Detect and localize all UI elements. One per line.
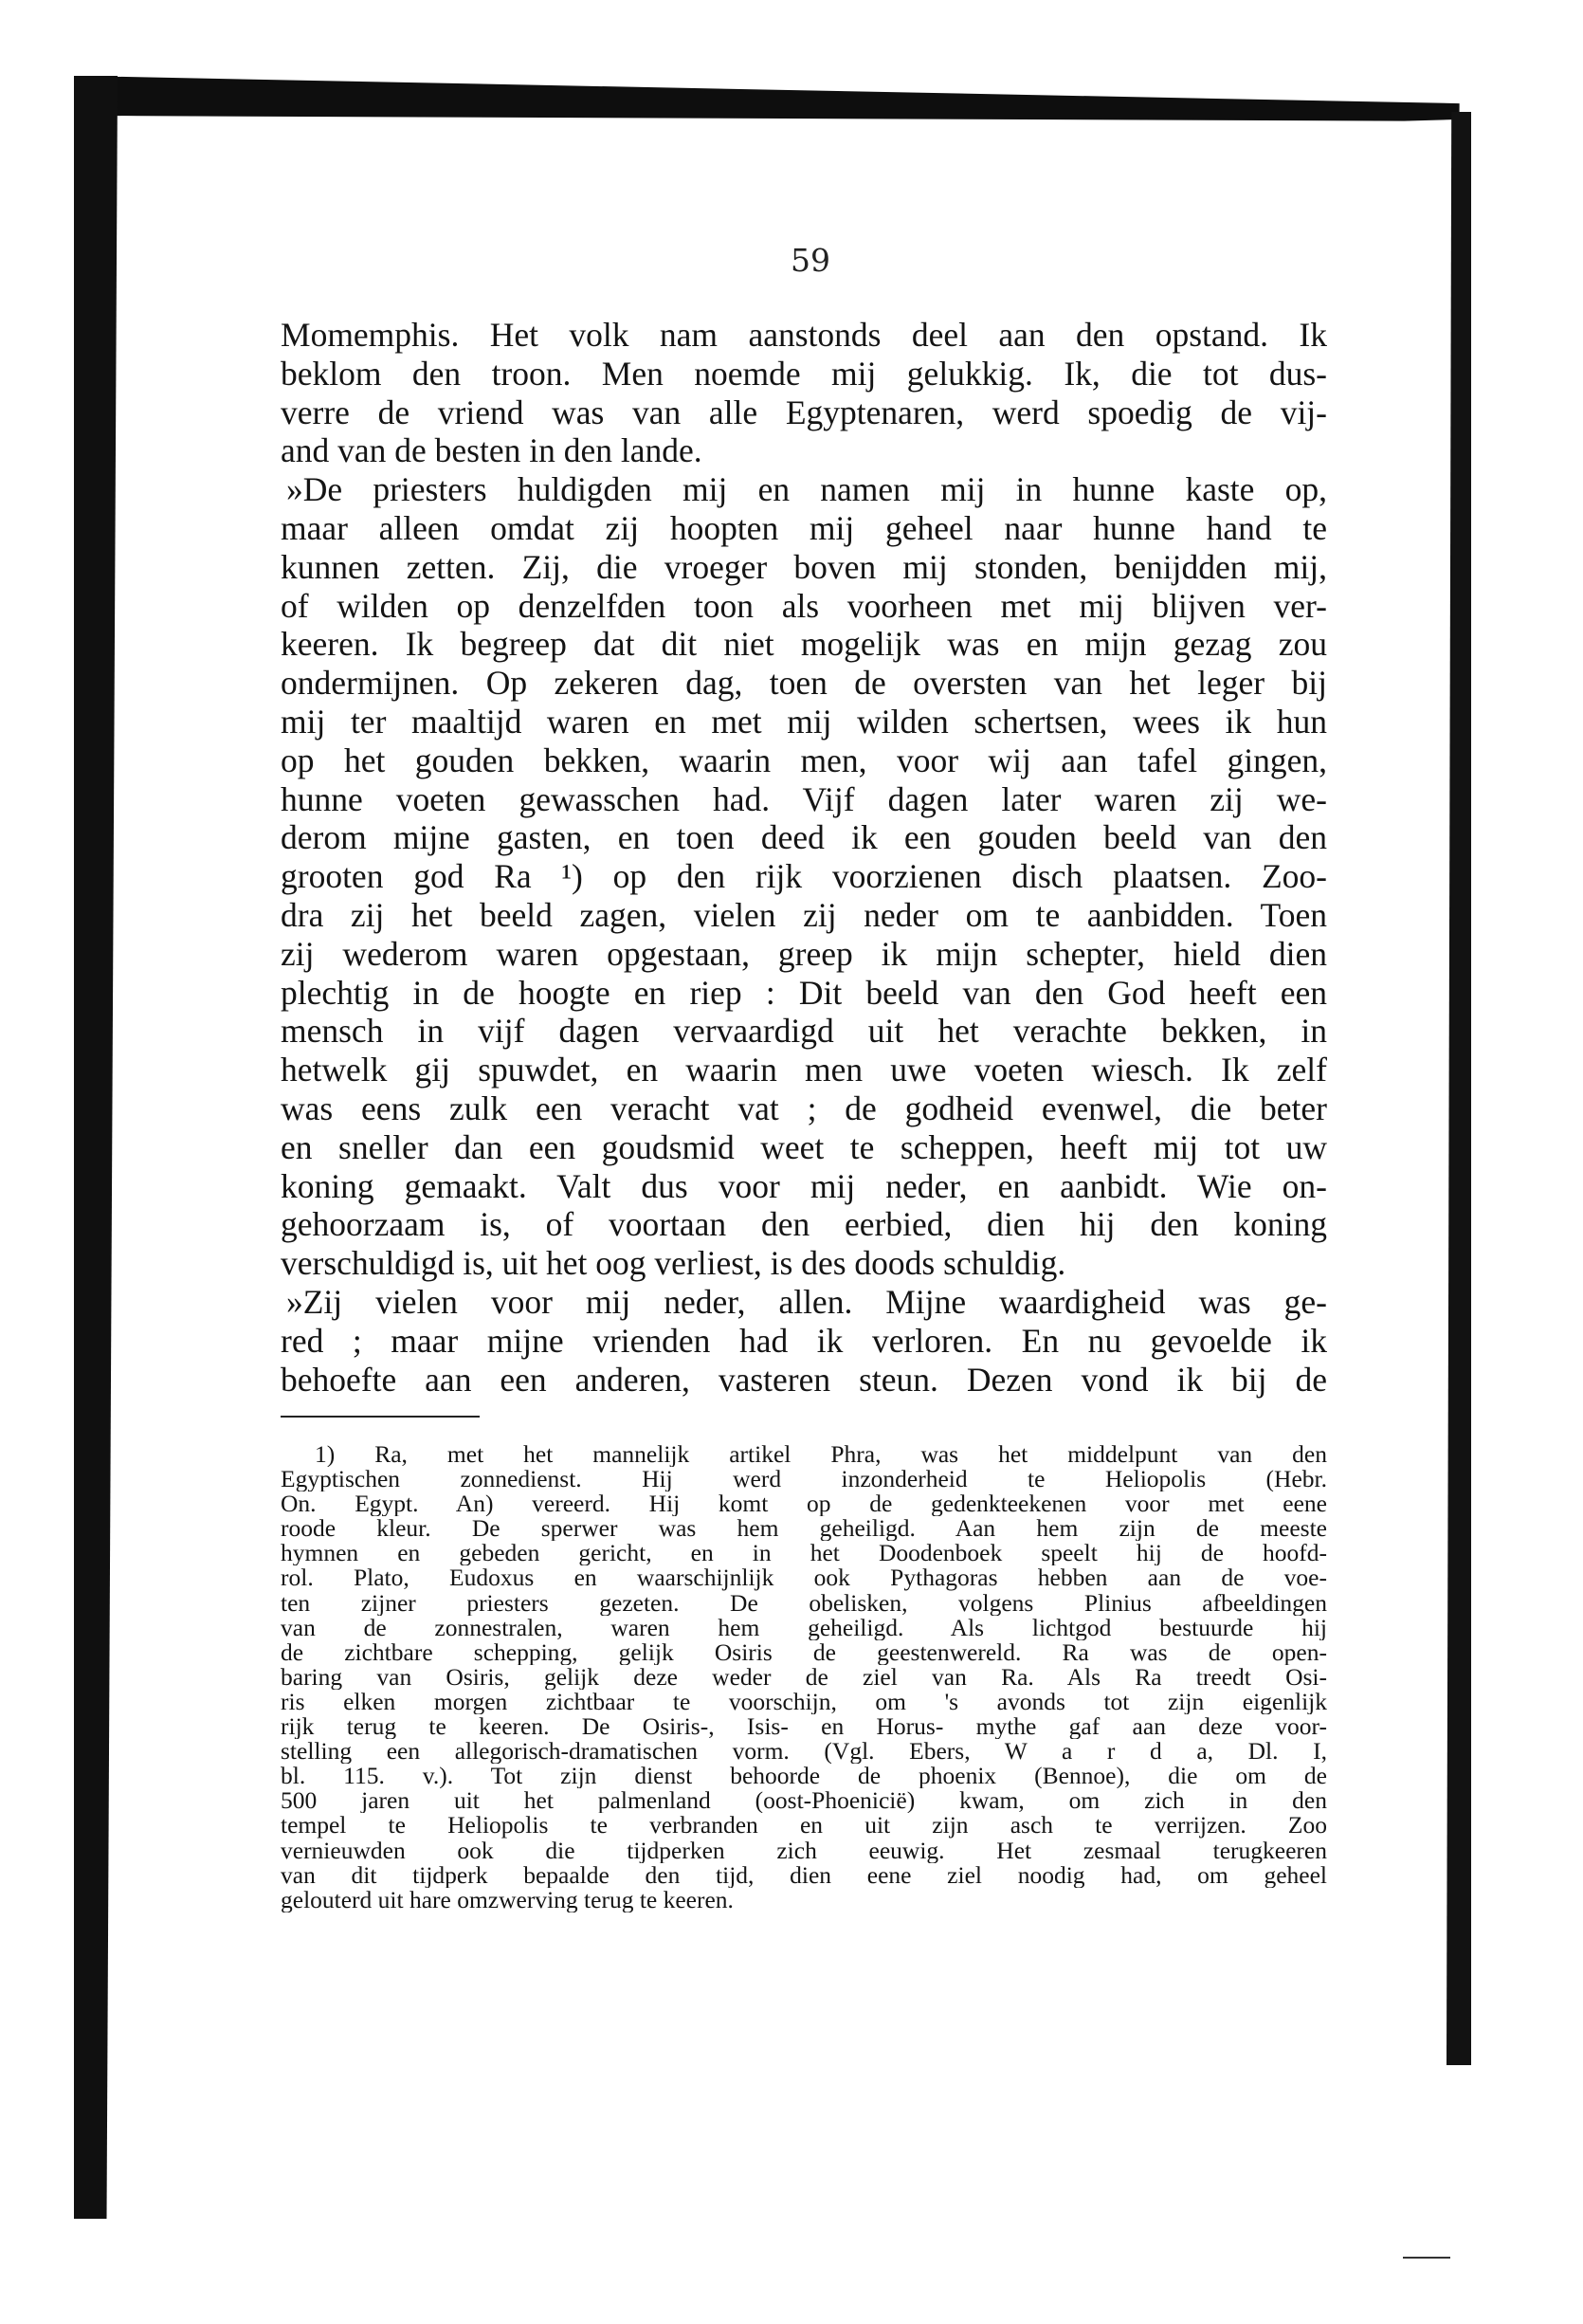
footnote-line: ten zijner priesters gezeten. De obelisken, volgens Plinius afbeeldingen: [281, 1590, 1327, 1616]
footnote-line: stelling een allegorisch-dramatischen vorm. (Vgl. Ebers, W a r d a, Dl. I,: [281, 1739, 1327, 1765]
footnote-line: hymnen en gebeden gericht, en in het Doodenboek speelt hij de hoofd-: [281, 1541, 1327, 1566]
main-text: [281, 316, 1327, 1399]
text-line: hetwelk gij spuwdet, en waarin men uwe voeten wiesch. Ik zelf: [281, 1051, 1327, 1089]
text-line: verre de vriend was van alle Egyptenaren, werd spoedig de vij-: [281, 393, 1327, 431]
text-line: zij wederom waren opgestaan, greep ik mijn schepter, hield dien: [281, 934, 1327, 973]
text-line: hunne voeten gewasschen had. Vijf dagen later waren zij we-: [281, 779, 1327, 818]
text-line: grooten god Ra ¹) op den rijk voorzienen disch plaatsen. Zoo-: [281, 857, 1327, 896]
text-line: derom mijne gasten, en toen deed ik een gouden beeld van den: [281, 818, 1327, 857]
text-line: mensch in vijf dagen vervaardigd uit het verachte bekken, in: [281, 1012, 1327, 1051]
footnote-line: tempel te Heliopolis te verbranden en uit zijn asch te verrijzen. Zoo: [281, 1813, 1327, 1839]
footnote-line: van de zonnestralen, waren hem geheiligd. Als lichtgod bestuurde hij: [281, 1615, 1327, 1640]
footnote-line: roode kleur. De sperwer was hem geheiligd. Aan hem zijn de meeste: [281, 1516, 1327, 1542]
footnote-line: 500 jaren uit het palmenland (oost-Phoenicië) kwam, om zich in den: [281, 1788, 1327, 1814]
text-line: »Zij vielen voor mij neder, allen. Mijne waardigheid was ge-: [286, 1282, 1327, 1321]
footnote-line: gelouterd uit hare omzwerving terug te keeren.: [281, 1887, 734, 1912]
text-line: Momemphis. Het volk nam aanstonds deel aan den opstand. Ik: [281, 316, 1327, 354]
footnote-line: Egyptischen zonnedienst. Hij werd inzonderheid te Heliopolis (Hebr.: [281, 1467, 1327, 1492]
scan-top-border: [76, 76, 1460, 125]
text-line: keeren. Ik begreep dat dit niet mogelijk was en mijn gezag zou: [281, 625, 1327, 664]
text-line: dra zij het beeld zagen, vielen zij neder om te aanbidden. Toen: [281, 895, 1327, 934]
text-line: ondermijnen. Op zekeren dag, toen de oversten van het leger bij: [281, 664, 1327, 703]
footnote-line: 1) Ra, met het mannelijk artikel Phra, was het middelpunt van den: [315, 1442, 1327, 1468]
footnote-line: rol. Plato, Eudoxus en waarschijnlijk ook Pythagoras hebben aan de voe-: [281, 1565, 1327, 1591]
footnote: [281, 1442, 1327, 1912]
text-line: behoefte aan een anderen, vasteren steun. Dezen vond ik bij de: [281, 1360, 1327, 1399]
text-line: verschuldigd is, uit het oog verliest, is des doods schuldig.: [281, 1244, 1066, 1283]
text-line: was eens zulk een veracht vat ; de godheid evenwel, die beter: [281, 1089, 1327, 1127]
text-line: mij ter maaltijd waren en met mij wilden schertsen, wees ik hun: [281, 702, 1327, 741]
footnote-line: On. Egypt. An) vereerd. Hij komt op de gedenkteekenen voor met eene: [281, 1491, 1327, 1517]
footnote-line: baring van Osiris, gelijk deze weder de ziel van Ra. Als Ra treedt Osi-: [281, 1664, 1327, 1690]
text-line: koning gemaakt. Valt dus voor mij neder, en aanbidt. Wie on-: [281, 1166, 1327, 1205]
text-line: plechtig in de hoogte en riep : Dit beeld van den God heeft een: [281, 973, 1327, 1012]
footnote-line: de zichtbare schepping, gelijk Osiris de geestenwereld. Ra was de open-: [281, 1639, 1327, 1665]
footnote-line: bl. 115. v.). Tot zijn dienst behoorde de phoenix (Bennoe), die om de: [281, 1764, 1327, 1789]
text-line: en sneller dan een goudsmid weet te scheppen, heeft mij tot uw: [281, 1127, 1327, 1166]
footnote-line: vernieuwden ook die tijdperken zich eeuwig. Het zesmaal terugkeeren: [281, 1838, 1327, 1863]
scan-bottom-mark: [1403, 2257, 1450, 2259]
footnote-line: van dit tijdperk bepaalde den tijd, dien eene ziel noodig had, om geheel: [281, 1862, 1327, 1888]
text-line: op het gouden bekken, waarin men, voor wij aan tafel gingen,: [281, 741, 1327, 779]
text-line: of wilden op denzelfden toon als voorheen met mij blijven ver-: [281, 586, 1327, 625]
footnote-rule: [281, 1416, 480, 1418]
page-number: 59: [791, 242, 830, 279]
text-line: and van de besten in den lande.: [281, 431, 702, 470]
scan-left-border: [74, 76, 118, 2219]
text-line: kunnen zetten. Zij, die vroeger boven mij stonden, benijdden mij,: [281, 547, 1327, 586]
scan-right-border: [1447, 112, 1471, 2065]
text-line: maar alleen omdat zij hoopten mij geheel naar hunne hand te: [281, 508, 1327, 547]
footnote-line: rijk terug te keeren. De Osiris-, Isis- en Horus- mythe gaf aan deze voor-: [281, 1714, 1327, 1740]
text-line: gehoorzaam is, of voortaan den eerbied, dien hij den koning: [281, 1205, 1327, 1244]
text-line: beklom den troon. Men noemde mij gelukkig. Ik, die tot dus-: [281, 354, 1327, 393]
footnote-line: ris elken morgen zichtbaar te voorschijn, om 's avonds tot zijn eigenlijk: [281, 1689, 1327, 1715]
text-line: red ; maar mijne vrienden had ik verloren. En nu gevoelde ik: [281, 1321, 1327, 1360]
text-line: »De priesters huldigden mij en namen mij in hunne kaste op,: [286, 470, 1327, 509]
